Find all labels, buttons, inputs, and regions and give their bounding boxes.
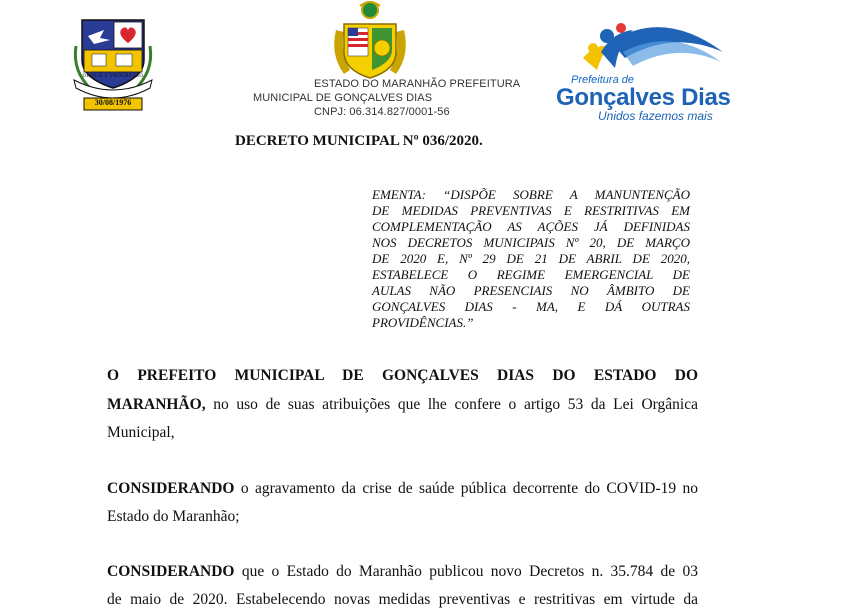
ementa-line: AULAS NÃO PRESENCIAIS NO ÂMBITO DE (372, 283, 690, 298)
considerando-line (107, 563, 698, 581)
ementa-line: PROVIDÊNCIAS.” (372, 315, 474, 330)
intro-text: no uso de suas atribuições que lhe confere o artigo 53 da Lei Orgânica (205, 396, 698, 413)
ementa-line: DE 2020 E, Nº 29 DE 21 DE ABRIL DE 2020, (372, 251, 690, 266)
ementa-line: NOS DECRETOS MUNICIPAIS Nº 20, DE MARÇO (372, 235, 690, 250)
decree-title: DECRETO MUNICIPAL Nº 036/2020. (235, 133, 483, 149)
ementa-line: GONÇALVES DIAS - MA, E DÁ OUTRAS (372, 299, 690, 314)
considerando-last-line: Estado do Maranhão; (107, 508, 240, 525)
ementa-line: ESTABELECE O REGIME EMERGENCIAL DE (372, 267, 690, 282)
intro-heading-line: O PREFEITO MUNICIPAL DE GONÇALVES DIAS DO ESTADO DO (107, 367, 698, 384)
city-logo-slogan: Unidos fazemos mais (598, 109, 713, 123)
intro-line (107, 396, 698, 414)
considerando-keyword: CONSIDERANDO (107, 480, 235, 497)
crest-date: 30/08/1976 (94, 98, 132, 107)
header-state-line: ESTADO DO MARANHÃO PREFEITURA (314, 78, 521, 90)
considerando-text: que o Estado do Maranhão publicou novo Decretos n. 35.784 de 03 (234, 563, 698, 580)
city-logo-name: Gonçalves Dias (556, 84, 731, 111)
state-coat-of-arms (330, 0, 410, 82)
intro-bold-start: MARANHÃO, (107, 396, 206, 413)
city-logo-prefix: Prefeitura de (571, 74, 634, 86)
considerando-last-line: de maio de 2020. Estabelecendo novas medidas preventivas e restritivas em virtude da (107, 591, 698, 608)
considerando-text: o agravamento da crise de saúde pública decorrente do COVID-19 no (234, 480, 698, 497)
header-cnpj: CNPJ: 06.314.827/0001-56 (314, 106, 450, 118)
ementa-line: COMPLEMENTAÇÃO AS AÇÕES JÁ DEFINIDAS (372, 219, 690, 234)
considerando-keyword: CONSIDERANDO (107, 563, 235, 580)
crest-ribbon-text: ORDEM E PROGRESSO (82, 74, 144, 79)
ementa-line: DE MEDIDAS PREVENTIVAS E RESTRITIVAS EM (372, 203, 690, 218)
considerando-line (107, 480, 698, 498)
header-municipality-line: MUNICIPAL DE GONÇALVES DIAS (253, 92, 433, 104)
ementa-line: EMENTA: “DISPÕE SOBRE A MANUNTENÇÃO (372, 187, 690, 202)
intro-last-line: Municipal, (107, 424, 175, 441)
